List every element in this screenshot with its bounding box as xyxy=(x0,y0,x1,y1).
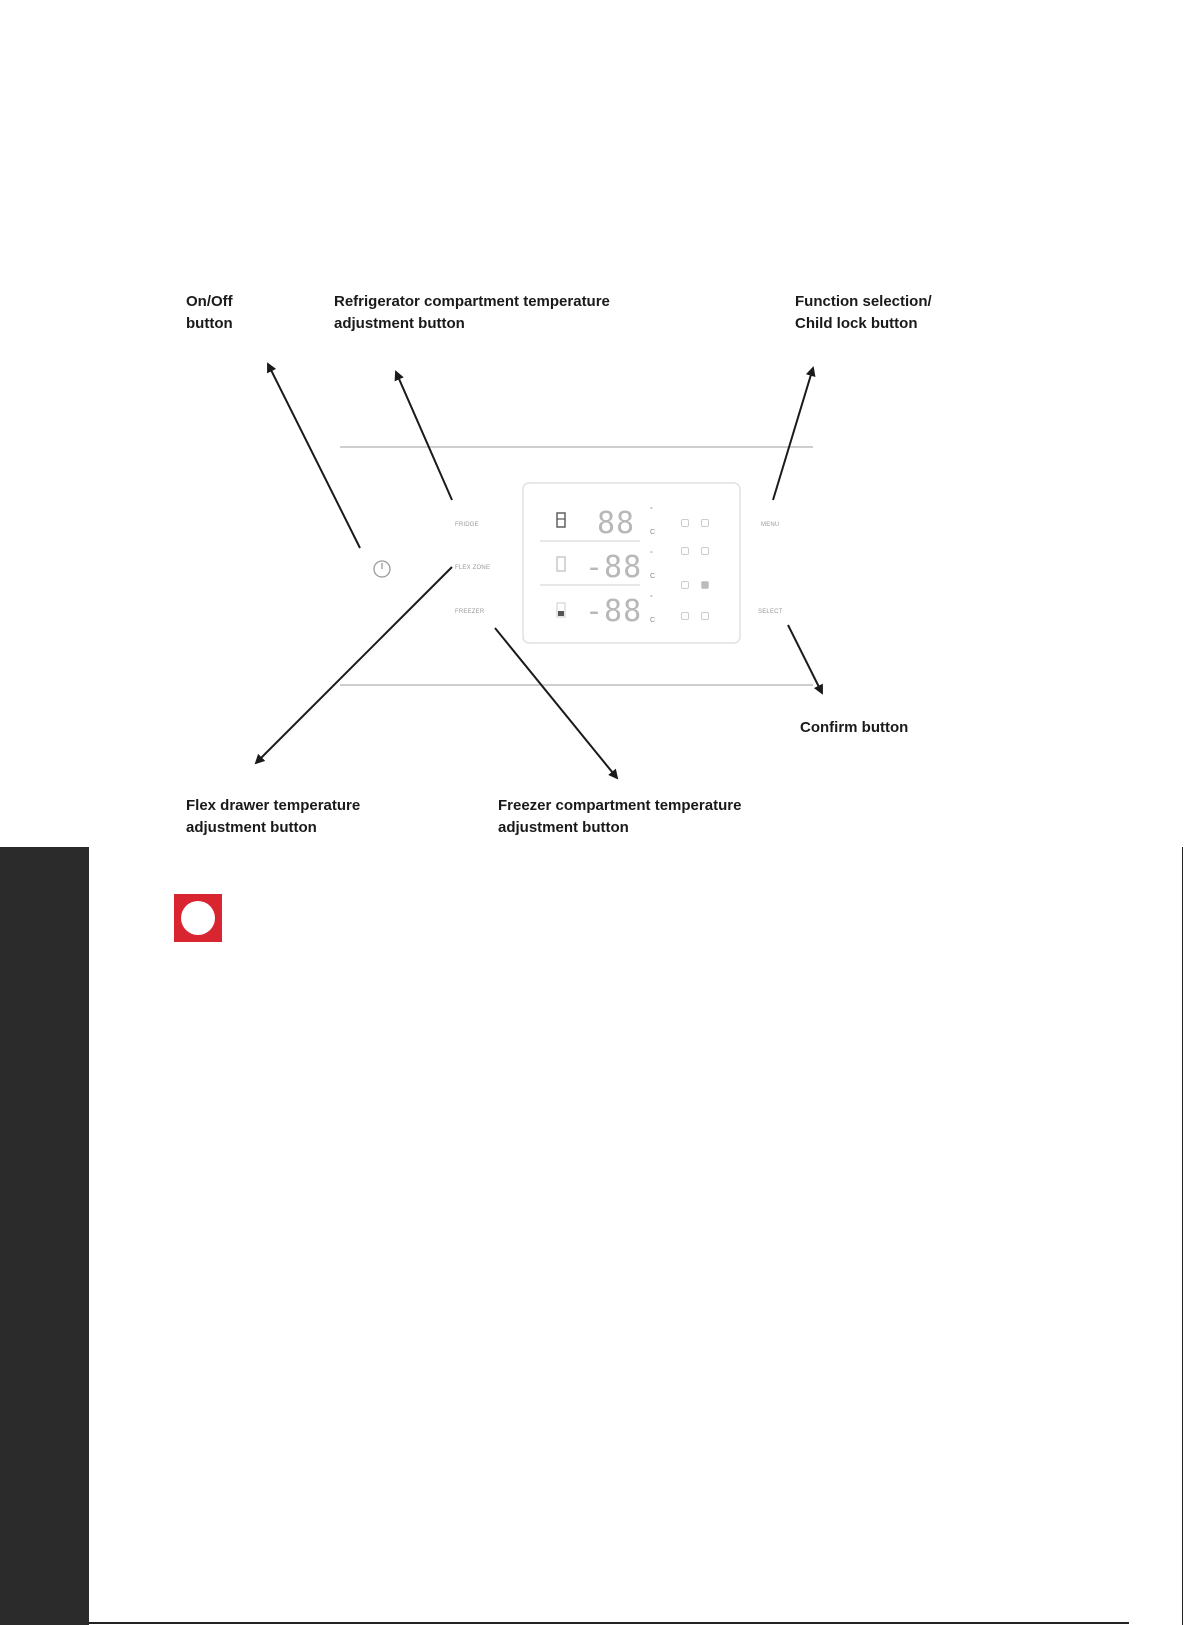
flex-degree-symbol: ° xyxy=(650,551,653,558)
freezer-unit: C xyxy=(650,617,656,624)
flex-unit: C xyxy=(650,573,656,580)
flex-temp-readout: -88 xyxy=(585,550,643,585)
fridge-key[interactable]: FRIDGE xyxy=(455,522,479,528)
status-indicator xyxy=(701,519,709,527)
status-indicator xyxy=(701,612,709,620)
label-confirm: Confirm button xyxy=(800,719,909,736)
arrow-flex xyxy=(256,567,452,763)
arrow-on-off xyxy=(268,364,360,548)
label-flex: Flex drawer temperature adjustment button xyxy=(186,797,361,836)
menu-key[interactable]: MENU xyxy=(761,522,780,528)
freezer-degree-symbol: ° xyxy=(650,595,653,602)
label-fridge: Refrigerator compartment temperature adjustment button xyxy=(334,293,610,332)
fridge-degree-symbol: ° xyxy=(650,507,653,514)
arrow-freezer xyxy=(495,628,617,778)
fridge-unit: C xyxy=(650,529,656,536)
freezer-key[interactable]: FREEZER xyxy=(455,609,485,615)
power-icon[interactable] xyxy=(374,561,390,577)
freezer-zone-icon xyxy=(555,602,567,618)
status-indicator xyxy=(681,612,689,620)
flex-zone-icon xyxy=(555,556,567,572)
label-function: Function selection/ Child lock button xyxy=(795,293,932,332)
arrow-fridge xyxy=(396,372,452,500)
status-indicator xyxy=(701,581,709,589)
status-indicator xyxy=(681,581,689,589)
status-indicator xyxy=(701,547,709,555)
page-frame-right xyxy=(1182,847,1183,1625)
select-key[interactable]: SELECT xyxy=(758,609,783,615)
fridge-zone-icon xyxy=(555,512,567,528)
status-indicator xyxy=(681,547,689,555)
arrow-confirm xyxy=(788,625,822,693)
label-freezer: Freezer compartment temperature adjustment button xyxy=(498,797,742,836)
alert-icon xyxy=(174,894,222,942)
page-frame-bottom xyxy=(89,1622,1129,1624)
arrow-function xyxy=(773,368,813,500)
sidebar-tab xyxy=(0,847,89,1625)
flex-zone-key[interactable]: FLEX ZONE xyxy=(455,565,491,571)
freezer-temp-readout: -88 xyxy=(585,594,643,629)
status-indicator xyxy=(681,519,689,527)
fridge-temp-readout: 88 xyxy=(597,506,636,541)
label-on-off: On/Off button xyxy=(186,293,233,332)
